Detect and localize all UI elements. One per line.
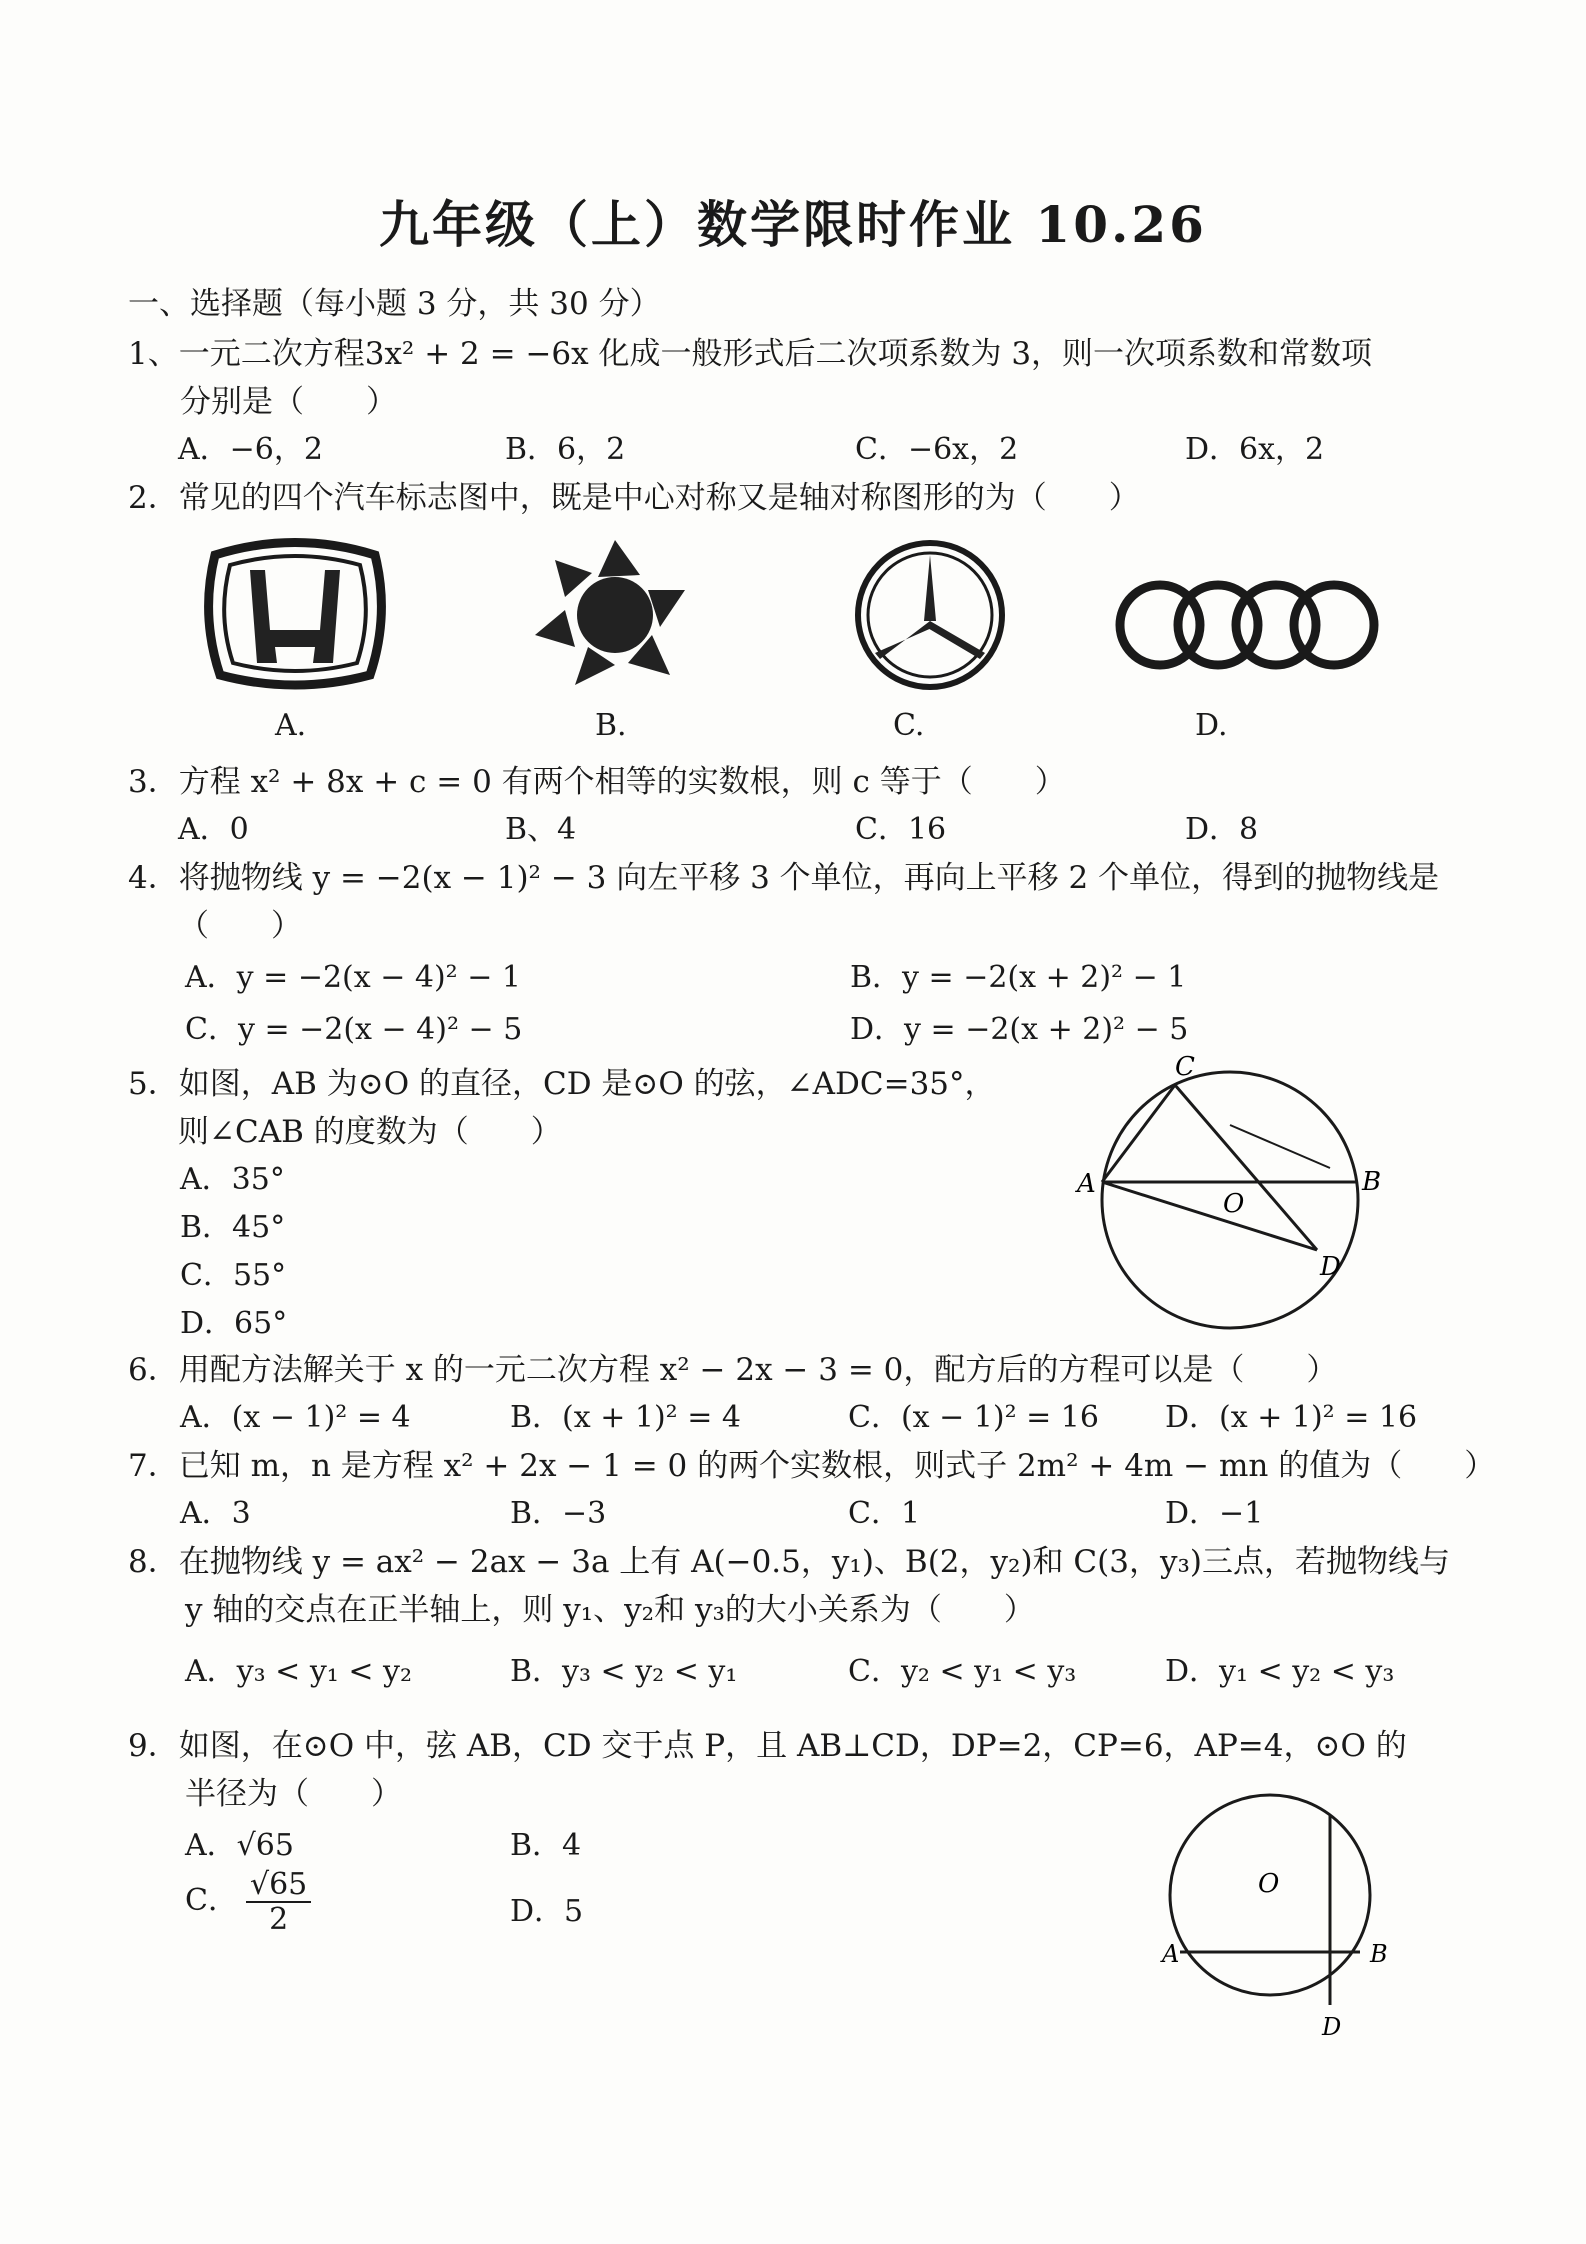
q9-text-line1: 9．如图，在⊙O 中，弦 AB，CD 交于点 P，且 AB⊥CD，DP=2，CP=6，AP=4，⊙O 的	[128, 1728, 1407, 1764]
q9-point-o: O	[1258, 1869, 1280, 1899]
q9-option-a-label: A．	[185, 1828, 237, 1863]
hexagram-logo-icon	[520, 535, 710, 695]
q6-text: 6．用配方法解关于 x 的一元二次方程 x² − 2x − 3 = 0，配方后的方程可以是（ ）	[128, 1352, 1338, 1388]
q4-option-a[interactable]: A．y = −2(x − 4)² − 1	[185, 960, 521, 995]
q7-option-a[interactable]: A．3	[180, 1496, 251, 1531]
page-title: 九年级（上）数学限时作业 10.26	[379, 195, 1207, 254]
q9-option-c-fraction	[246, 1868, 311, 1936]
q5-chord-cd	[1175, 1085, 1317, 1250]
q8-text-line2: y 轴的交点在正半轴上，则 y₁、y₂和 y₃的大小关系为（ ）	[185, 1592, 1035, 1628]
q9-option-c-denominator: 2	[269, 1902, 289, 1937]
q5-option-c[interactable]: C．55°	[180, 1258, 287, 1293]
q2-label-a[interactable]: A.	[275, 708, 307, 743]
q5-option-d[interactable]: D．65°	[180, 1306, 288, 1341]
q7-option-b[interactable]: B．−3	[510, 1496, 607, 1531]
q6-option-c[interactable]: C．(x − 1)² = 16	[848, 1400, 1099, 1435]
q7-option-c[interactable]: C．1	[848, 1496, 921, 1531]
q2-label-c[interactable]: C.	[893, 708, 925, 743]
q9-text-line2: 半径为（ ）	[185, 1776, 402, 1812]
q3-text: 3．方程 x² + 8x + c = 0 有两个相等的实数根，则 c 等于（ ）	[128, 764, 1066, 800]
q9-option-c-label: C．	[185, 1883, 238, 1918]
q3-option-c[interactable]: C．16	[855, 812, 947, 847]
q6-option-d[interactable]: D．(x + 1)² = 16	[1165, 1400, 1418, 1435]
q4-option-d[interactable]: D．y = −2(x + 2)² − 5	[850, 1012, 1189, 1047]
q5-circle-diagram	[1075, 1050, 1382, 1350]
q9-option-c[interactable]	[185, 1868, 311, 1936]
q5-text-line2: 则∠CAB 的度数为（ ）	[178, 1114, 562, 1150]
q1-option-d[interactable]: D．6x，2	[1185, 432, 1325, 467]
q9-point-b: B	[1370, 1940, 1388, 1968]
q5-point-a: A	[1077, 1169, 1096, 1199]
q4-option-b[interactable]: B．y = −2(x + 2)² − 1	[850, 960, 1187, 995]
q4-text-line1: 4．将抛物线 y = −2(x − 1)² − 3 向左平移 3 个单位，再向上平移 2 个单位，得到的抛物线是	[128, 860, 1440, 896]
q3-option-d[interactable]: D．8	[1185, 812, 1259, 847]
q2-label-b[interactable]: B.	[595, 708, 627, 743]
q5-option-b[interactable]: B．45°	[180, 1210, 286, 1245]
q8-option-b[interactable]: B．y₃ < y₂ < y₁	[510, 1654, 738, 1689]
q1-option-a[interactable]: A．−6，2	[178, 432, 323, 467]
q1-text-line2: 分别是（ ）	[180, 384, 397, 420]
q9-option-d[interactable]: D．5	[510, 1894, 584, 1929]
q5-point-d: D	[1320, 1252, 1341, 1282]
q7-option-d[interactable]: D．−1	[1165, 1496, 1264, 1531]
q2-label-d[interactable]: D.	[1195, 708, 1228, 743]
q1-option-c[interactable]: C．−6x，2	[855, 432, 1019, 467]
q9-point-d: D	[1322, 2013, 1342, 2041]
q6-option-b[interactable]: B．(x + 1)² = 4	[510, 1400, 741, 1435]
q3-option-a[interactable]: A．0	[178, 812, 249, 847]
q5-text-line1: 5．如图，AB 为⊙O 的直径，CD 是⊙O 的弦，∠ADC=35°，	[128, 1066, 996, 1102]
q5-option-a[interactable]: A．35°	[180, 1162, 285, 1197]
q4-option-c[interactable]: C．y = −2(x − 4)² − 5	[185, 1012, 523, 1047]
q5-point-o: O	[1223, 1189, 1245, 1219]
q8-text-line1: 8．在抛物线 y = ax² − 2ax − 3a 上有 A(−0.5，y₁)、B(2，y₂)和 C(3，y₃)三点，若抛物线与	[128, 1544, 1450, 1580]
audi-logo-icon	[1110, 570, 1390, 680]
q9-option-c-numerator: √65	[246, 1868, 311, 1903]
q1-option-b[interactable]: B．6，2	[505, 432, 626, 467]
q1-text-line1: 1、一元二次方程3x² + 2 = −6x 化成一般形式后二次项系数为 3，则一次项系数和常数项	[128, 336, 1373, 372]
q4-text-line2: （ ）	[178, 908, 302, 944]
q9-option-a[interactable]	[185, 1820, 294, 1864]
q5-point-b: B	[1362, 1167, 1382, 1197]
q9-option-a-value: √65	[236, 1828, 294, 1863]
q8-option-c[interactable]: C．y₂ < y₁ < y₃	[848, 1654, 1077, 1689]
mercedes-logo-icon	[850, 535, 1010, 695]
q5-point-c: C	[1175, 1052, 1195, 1082]
q8-option-d[interactable]: D．y₁ < y₂ < y₃	[1165, 1654, 1395, 1689]
q2-text: 2．常见的四个汽车标志图中，既是中心对称又是轴对称图形的为（ ）	[128, 480, 1140, 516]
q3-option-b[interactable]: B、4	[505, 812, 577, 847]
q9-point-a: A	[1162, 1940, 1180, 1968]
q9-option-b[interactable]: B．4	[510, 1828, 582, 1863]
q9-circle-diagram	[1160, 1780, 1410, 2050]
section-heading: 一、选择题（每小题 3 分，共 30 分）	[128, 286, 661, 322]
honda-logo-icon	[195, 535, 395, 695]
q6-option-a[interactable]: A．(x − 1)² = 4	[180, 1400, 411, 1435]
q8-option-a[interactable]: A．y₃ < y₁ < y₂	[185, 1654, 413, 1689]
q7-text: 7．已知 m，n 是方程 x² + 2x − 1 = 0 的两个实数根，则式子 2m² + 4m − mn 的值为（ ）	[128, 1448, 1496, 1484]
